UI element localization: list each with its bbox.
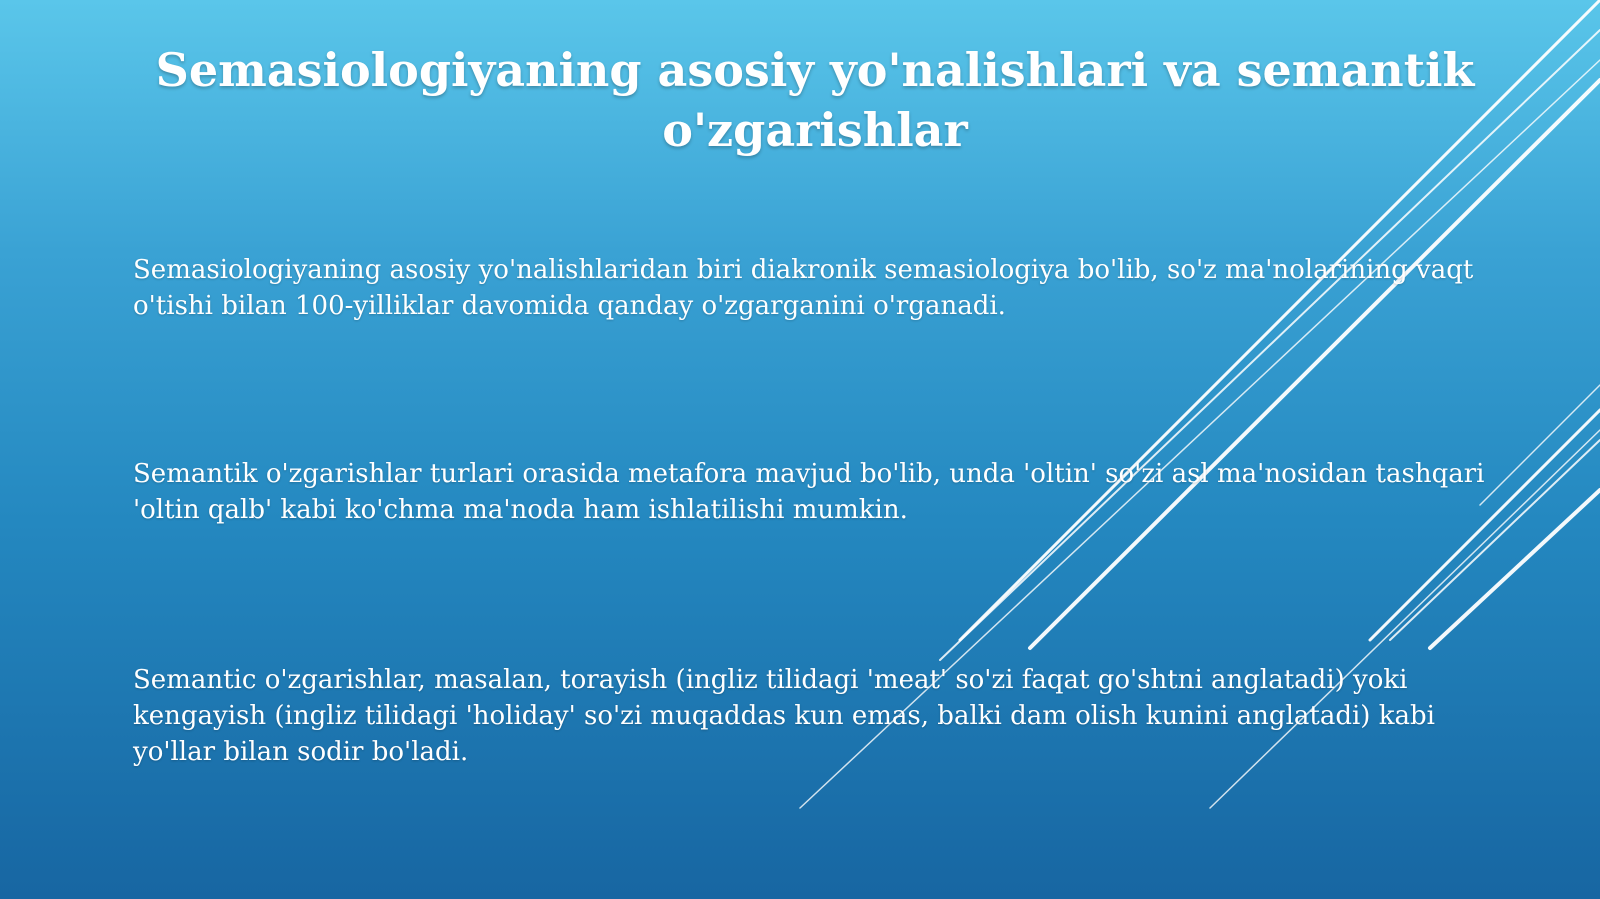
slide-paragraph-2: Semantik o'zgarishlar turlari orasida metafora mavjud bo'lib, unda 'oltin' so'zi asl ma'nosidan tashqari 'oltin qalb' kabi ko'chma ma'noda ham ishlatilishi mumkin. [133, 459, 1485, 525]
slide-paragraph-3: Semantic o'zgarishlar, masalan, torayish (ingliz tilidagi 'meat' so'zi faqat go'shtni anglatadi) yoki kengayish (ingliz tilidagi 'holiday' so'zi muqaddas kun emas, balki dam olish kunini anglatadi) kabi yo'llar bilan sodir bo'ladi. [133, 665, 1435, 767]
slide-paragraph-1: Semasiologiyaning asosiy yo'nalishlaridan biri diakronik semasiologiya bo'lib, so'z ma'nolarining vaqt o'tishi bilan 100-yilliklar davomida qanday o'zgarganini o'rganadi. [133, 255, 1474, 321]
slide-title: Semasiologiyaning asosiy yo'nalishlari va semantik o'zgarishlar [155, 43, 1475, 157]
decor-line [1030, 80, 1600, 648]
